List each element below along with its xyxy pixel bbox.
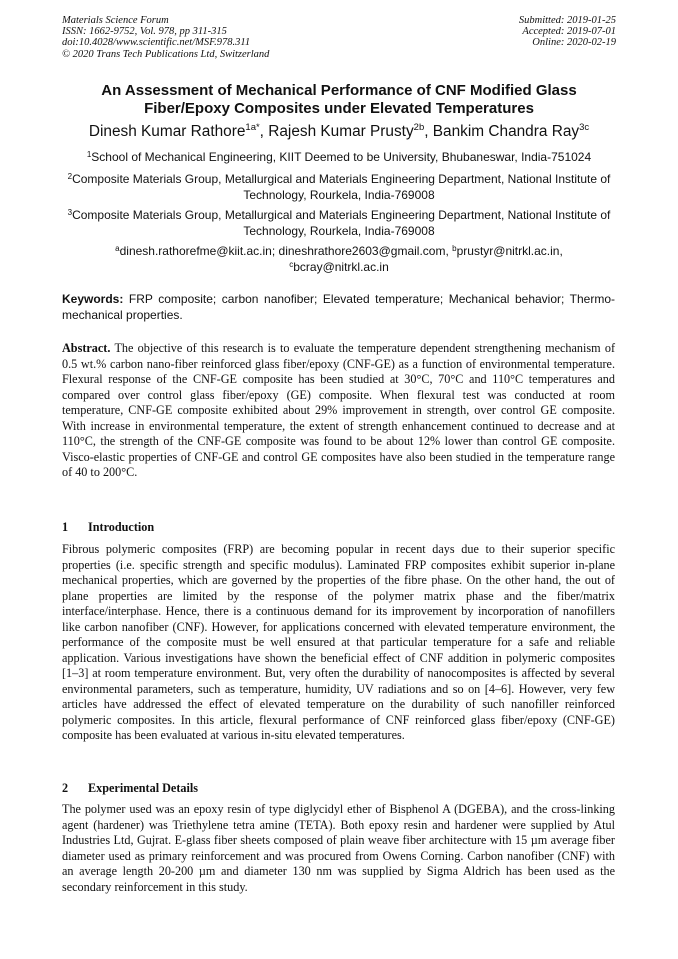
keywords-label: Keywords:: [62, 292, 124, 306]
affiliation-text: Composite Materials Group, Metallurgical and Materials Engineering Department, National Institute of Technology, Rourkela, India-769008: [72, 172, 611, 202]
section-heading-experimental: [62, 781, 198, 796]
affiliation-1: [50, 150, 628, 166]
doi-line[interactable]: doi:10.4028/www.scientific.net/MSF.978.311: [62, 37, 251, 49]
affiliation-text: Composite Materials Group, Metallurgical and Materials Engineering Department, National Institute of Technology, Rourkela, India-769008: [72, 208, 611, 238]
section-title: Introduction: [88, 520, 155, 534]
affiliation-marker: 3: [67, 208, 73, 217]
affiliation-marker: 2: [67, 172, 73, 181]
section-title: Experimental Details: [88, 781, 199, 795]
title-line-1: An Assessment of Mechanical Performance of CNF Modified Glass: [101, 82, 577, 99]
keywords-text: FRP composite; carbon nanofiber; Elevated temperature; Mechanical behavior; Thermo-mechanical properties.: [62, 292, 615, 322]
email-a[interactable]: dinesh.rathorefme@kiit.ac.in; dineshrathore2603@gmail.com,: [119, 244, 449, 258]
email-marker: a: [115, 244, 120, 253]
affiliation-text: School of Mechanical Engineering, KIIT Deemed to be University, Bhubaneswar, India-751024: [91, 150, 592, 164]
email-b[interactable]: prustyr@nitrkl.ac.in,: [456, 244, 563, 258]
section-number: 2: [62, 781, 69, 795]
affiliation-2: [50, 172, 628, 203]
submitted-date: Submitted: 2019-01-25: [518, 15, 616, 26]
email-marker: b: [452, 244, 457, 253]
online-date: Online: 2020-02-19: [532, 37, 616, 49]
author-superscript: 3c: [579, 122, 590, 133]
author-superscript: 2b: [413, 122, 425, 133]
journal-name: Materials Science Forum: [62, 15, 169, 26]
issn-line: ISSN: 1662-9752, Vol. 978, pp 311-315: [62, 26, 227, 38]
abstract-text: The objective of this research is to evaluate the temperature dependent strengthening mechanism of 0.5 wt.% carbon nano-fiber reinforced glass fiber/epoxy (CNF-GE) as a function of environmental temperature. Flexural response of the CNF-GE composite has been studied at 30°C, 70°C and 110°C temperatures and compared over control glass fiber/epoxy (GE) composite. When flexural test was conducted at room temperature, CNF-GE composite exhibited about 29% improvement in strength, over control GE composite. With increase in environmental temperature, the extent of strength enhancement continued to decrease and at 110°C, the strength of the CNF-GE composite was found to be about 12% lower than control GE composite. Visco-elastic properties of CNF-GE and control GE composites have also been studied in the temperature range of 40 to 200°C.: [62, 341, 615, 479]
abstract: [62, 341, 615, 481]
affiliation-marker: 1: [86, 150, 92, 159]
author-name: Rajesh Kumar Prusty: [268, 123, 414, 140]
copyright-line: © 2020 Trans Tech Publications Ltd, Switzerland: [62, 48, 270, 60]
author-emails: [50, 244, 628, 275]
submission-dates: [519, 15, 616, 49]
keywords: [62, 292, 615, 323]
title-line-2: Fiber/Epoxy Composites under Elevated Temperatures: [144, 100, 534, 117]
affiliation-3: [50, 208, 628, 239]
author-list: Dinesh Kumar Rathore$^{1a*}$, Rajesh Kumar Prusty$^{2b}$, Bankim Chandra Ray$^{3c}$: [88, 122, 590, 140]
section-body-experimental: The polymer used was an epoxy resin of type diglycidyl ether of Bisphenol A (DGEBA), and the cross-linking agent (hardener) was Triethylene tetra amine (TETA). Both epoxy resin and hardener were supplied by Atul Industries Ltd, Gujrat. E-glass fiber sheets composed of plain weave fiber architecture with 15 µm average fiber diameter used as primary reinforcement and was procured from Owens Corning. Carbon nanofiber (CNF) with an average length 20-200 µm and diameter 130 nm was supplied by Sigma Aldrich has been used as the secondary reinforcement in this study.: [62, 802, 615, 894]
accepted-date: Accepted: 2019-07-01: [522, 26, 616, 38]
paper-title: [40, 82, 638, 118]
abstract-label: Abstract.: [62, 341, 111, 355]
email-c[interactable]: bcray@nitrkl.ac.in: [293, 259, 389, 274]
author-name: Bankim Chandra Ray: [432, 123, 580, 140]
section-number: 1: [62, 520, 69, 534]
journal-info: [62, 15, 269, 60]
section-heading-introduction: [62, 520, 154, 535]
email-marker: c: [289, 259, 294, 269]
author-name: Dinesh Kumar Rathore: [88, 123, 246, 140]
author-superscript: 1a*: [245, 122, 260, 133]
section-body-introduction: Fibrous polymeric composites (FRP) are becoming popular in recent days due to their superior specific properties (i.e. specific strength and specific modulus). Laminated FRP composites exhibit superior in-plane mechanical properties, which are governed by the properties of the fibre phase. On the other hand, the out of plane properties are limited by the response of the polymer matrix phase and the fiber/matrix interface/interphase. Hence, there is a continuous demand for its improvement by incorporation of nanofillers like carbon nanofiber (CNF). However, for applications concerned with elevated temperature environment, the performance of the composite must be well ensured at that particular temperature for a safe and reliable application. Various investigations have shown the beneficial effect of CNF addition in polymeric composites [1–3] at room temperature environment. But, very often the durability of nanocomposites is affected by several environmental parameters, such as temperature, humidity, UV radiations and so on [4–6]. However, very few articles have addressed the effect of elevated temperature on the durability of such nanofiller reinforced polymeric composites. In this article, flexural performance of CNF reinforced glass fiber/epoxy (CNF-GE) composite has been evaluated at various in-situ elevated temperatures.: [62, 542, 615, 742]
